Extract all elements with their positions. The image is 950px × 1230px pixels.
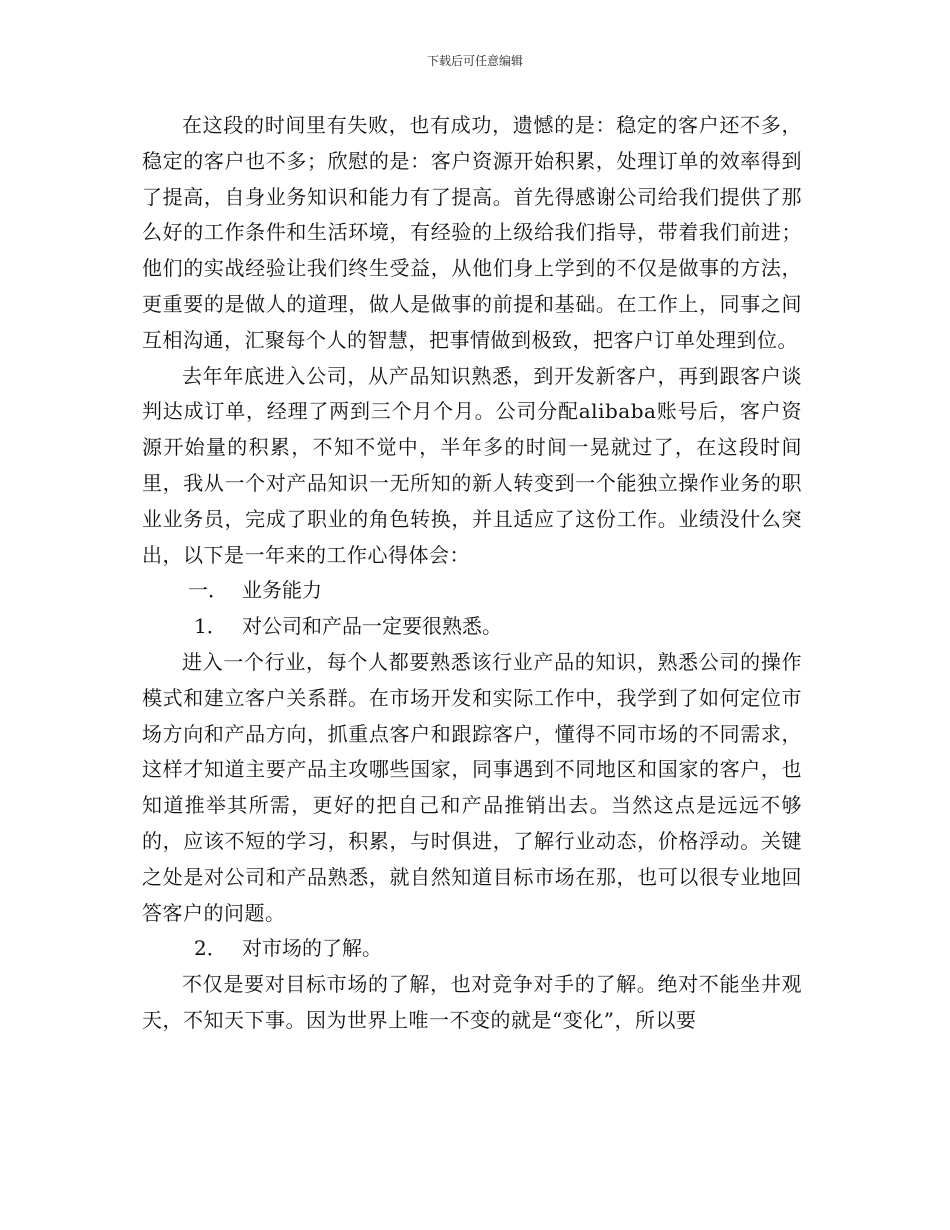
subsection-heading-1 xyxy=(142,609,802,645)
subsection-number: 1． xyxy=(194,614,227,639)
paragraph-3: 进入一个行业，每个人都要熟悉该行业产品的知识，熟悉公司的操作模式和建立客户关系群。在市场开发和实际工作中，我学到了如何定位市场方向和产品方向，抓重点客户和跟踪客户，懂得不同市场的不同需求，这样才知道主要产品主攻哪些国家，同事遇到不同地区和国家的客户，也知道推举其所需，更好的把自己和产品推销出去。当然这点是远远不够的，应该不短的学习，积累，与时俱进，了解行业动态，价格浮动。关键之处是对公司和产品熟悉，就自然知道目标市场在那，也可以很专业地回答客户的问题。 xyxy=(142,649,802,925)
document-body xyxy=(142,108,802,1039)
section-title: 业务能力 xyxy=(242,578,322,603)
paragraph-1: 在这段的时间里有失败，也有成功，遗憾的是：稳定的客户还不多，稳定的客户也不多；欣慰的是：客户资源开始积累，处理订单的效率得到了提高，自身业务知识和能力有了提高。首先得感谢公司给我们提供了那么好的工作条件和生活环境，有经验的上级给我们指导，带着我们前进；他们的实战经验让我们终生受益，从他们身上学到的不仅是做事的方法，更重要的是做人的道理，做人是做事的前提和基础。在工作上，同事之间互相沟通，汇聚每个人的智慧，把事情做到极致，把客户订单处理到位。 xyxy=(142,113,802,352)
subsection-number: 2． xyxy=(194,936,227,961)
section-number: 一． xyxy=(188,578,228,603)
subsection-title: 对市场的了解。 xyxy=(242,936,382,961)
subsection-title: 对公司和产品一定要很熟悉。 xyxy=(242,614,502,639)
paragraph-2: 去年年底进入公司，从产品知识熟悉，到开发新客户，再到跟客户谈判达成订单，经理了两到三个月个月。公司分配alibaba账号后，客户资源开始量的积累，不知不觉中，半年多的时间一晃就过了，在这段时间里，我从一个对产品知识一无所知的新人转变到一个能独立操作业务的职业业务员，完成了职业的角色转换，并且适应了这份工作。业绩没什么突出，以下是一年来的工作心得体会： xyxy=(142,363,802,567)
subsection-heading-2 xyxy=(142,931,802,967)
paragraph-4: 不仅是要对目标市场的了解，也对竞争对手的了解。绝对不能坐井观天，不知天下事。因为世界上唯一不变的就是“变化”，所以要 xyxy=(142,972,802,1032)
page-header: 下载后可任意编辑 xyxy=(426,54,523,68)
section-heading-1 xyxy=(142,573,802,609)
